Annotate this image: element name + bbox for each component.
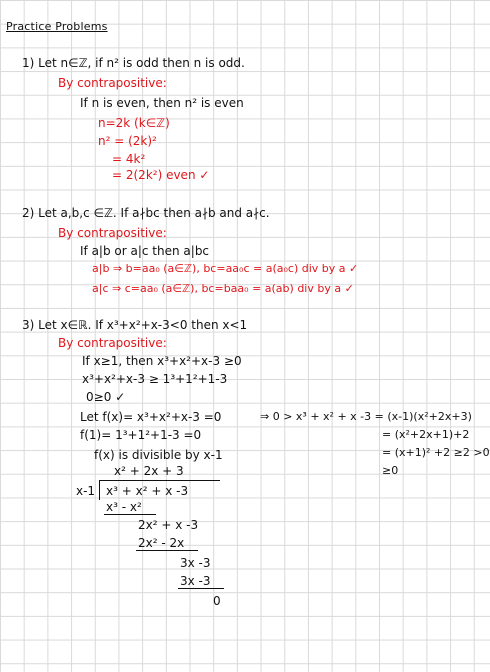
p1-method: By contrapositive: <box>58 76 167 90</box>
division-divisor: x-1 <box>76 484 96 498</box>
p3-right1: ⇒ 0 > x³ + x² + x -3 = (x-1)(x²+2x+3) <box>260 410 472 423</box>
p3-method: By contrapositive: <box>58 336 167 350</box>
p2-line1: a|b ⇒ b=aa₀ (a∈ℤ), bc=aa₀c = a(a₀c) div by a ✓ <box>92 262 359 275</box>
division-bracket <box>99 480 100 500</box>
p1-step1: n=2k (k∈ℤ) <box>98 116 170 130</box>
division-line2 <box>136 550 198 551</box>
p1-claim: If n is even, then n² is even <box>80 96 244 110</box>
p3-letf: Let f(x)= x³+x²+x-3 =0 <box>80 410 222 424</box>
page-title: Practice Problems <box>6 20 108 33</box>
p1-step4: = 2(2k²) even ✓ <box>112 168 210 182</box>
p3-f1: f(1)= 1³+1²+1-3 =0 <box>80 428 202 442</box>
division-top-bar <box>100 480 220 481</box>
division-sub3: 3x -3 <box>180 574 211 588</box>
p3-right3: = (x+1)² +2 ≥2 >0 <box>382 446 490 459</box>
division-rem2: 3x -3 <box>180 556 211 570</box>
division-quotient: x² + 2x + 3 <box>114 464 184 478</box>
p1-step2: n² = (2k)² <box>98 134 157 148</box>
p3-ineq2: 0≥0 ✓ <box>86 390 126 404</box>
division-sub1: x³ - x² <box>106 500 142 514</box>
division-line1 <box>104 514 156 515</box>
p3-right2: = (x²+2x+1)+2 <box>382 428 470 441</box>
p3-statement: 3) Let x∈ℝ. If x³+x²+x-3<0 then x<1 <box>22 318 248 332</box>
p1-statement: 1) Let n∈ℤ, if n² is odd then n is odd. <box>22 56 245 70</box>
division-line3 <box>178 588 224 589</box>
p2-method: By contrapositive: <box>58 226 167 240</box>
p3-right4: ≥0 <box>382 464 399 477</box>
p3-ineq1: x³+x²+x-3 ≥ 1³+1²+1-3 <box>82 372 228 386</box>
p2-line2: a|c ⇒ c=aa₀ (a∈ℤ), bc=baa₀ = a(ab) div by a ✓ <box>92 282 354 295</box>
p2-claim: If a|b or a|c then a|bc <box>80 244 210 258</box>
division-rem1: 2x² + x -3 <box>138 518 199 532</box>
p1-step3: = 4k² <box>112 152 146 166</box>
division-dividend: x³ + x² + x -3 <box>106 484 189 498</box>
division-sub2: 2x² - 2x <box>138 536 185 550</box>
p2-statement: 2) Let a,b,c ∈ℤ. If a∤bc then a∤b and a∤c. <box>22 206 270 220</box>
division-rem3: 0 <box>213 594 221 608</box>
p3-claim: If x≥1, then x³+x²+x-3 ≥0 <box>82 354 242 368</box>
p3-divisible: f(x) is divisible by x-1 <box>94 448 223 462</box>
